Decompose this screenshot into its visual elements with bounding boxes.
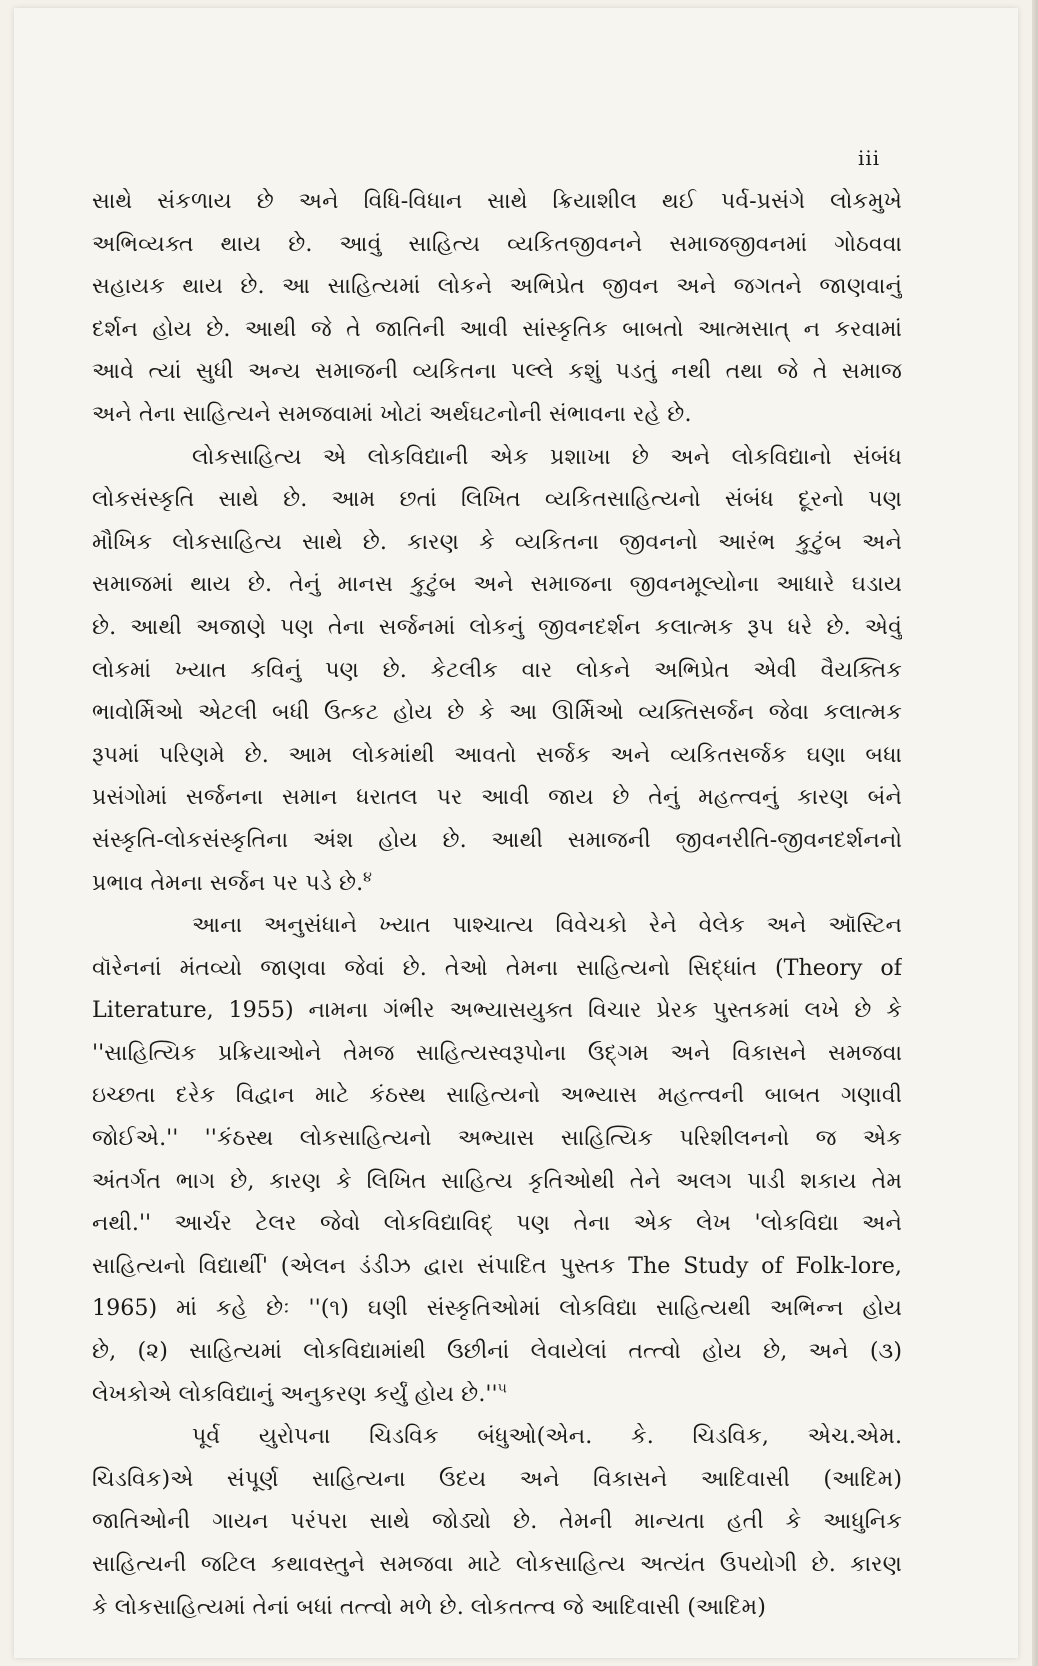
text-line: પ્રભાવ તેમના સર્જન પર પડે છે.$^૪$ bbox=[92, 869, 372, 896]
page-edge bbox=[1032, 0, 1038, 1666]
body-text bbox=[92, 180, 902, 1628]
text-line: 1965) માં કહે છેઃ ''(૧) ઘણી સંસ્કૃતિઓમાં લોકવિદ્યા સાહિત્યથી અભિન્ન હોય bbox=[92, 1295, 902, 1322]
text-line: રૂપમાં પરિણમે છે. આમ લોકમાંથી આવતો સર્જક અને વ્યકિતસર્જક ઘણા બધા bbox=[92, 741, 902, 768]
text-line: ઇચ્છતા દરેક વિદ્વાન માટે કંઠસ્થ સાહિત્યનો અભ્યાસ મહત્ત્વની બાબત ગણાવી bbox=[92, 1082, 902, 1109]
text-line: લોકસંસ્કૃતિ સાથે છે. આમ છતાં લિખિત વ્યકિતસાહિત્યનો સંબંધ દૂરનો પણ bbox=[92, 486, 902, 513]
text-line: પ્રસંગોમાં સર્જનના સમાન ધરાતલ પર આવી જાય છે તેનું મહત્ત્વનું કારણ બંને bbox=[92, 784, 902, 811]
footnote-ref: ૪ bbox=[363, 869, 372, 886]
text-line: નથી.'' આર્ચર ટેલર જેવો લોકવિદ્યાવિદ્ પણ તેના એક લેખ 'લોકવિદ્યા અને bbox=[92, 1210, 902, 1237]
text-line: જોઈએ.'' ''કંઠસ્થ લોકસાહિત્યનો અભ્યાસ સાહિત્યિક પરિશીલનનો જ એક bbox=[92, 1125, 902, 1152]
paragraph bbox=[92, 180, 902, 436]
text-line: જાતિઓની ગાયન પરંપરા સાથે જોડ્યો છે. તેમની માન્યતા હતી કે આધુનિક bbox=[92, 1508, 902, 1535]
text-line: આના અનુસંધાને ખ્યાત પાશ્ચાત્ય વિવેચકો રેને વેલેક અને ઑસ્ટિન bbox=[192, 912, 902, 939]
text-line: ''સાહિત્યિક પ્રક્રિયાઓને તેમજ સાહિત્યસ્વરૂપોના ઉદ્ગમ અને વિકાસને સમજવા bbox=[92, 1039, 902, 1066]
text-line: અંતર્ગત ભાગ છે, કારણ કે લિખિત સાહિત્ય કૃતિઓથી તેને અલગ પાડી શકાય તેમ bbox=[92, 1167, 902, 1194]
text-line: આવે ત્યાં સુધી અન્ય સમાજની વ્યકિતના પલ્લે કશું પડતું નથી તથા જે તે સમાજ bbox=[92, 358, 902, 385]
text-line: અને તેના સાહિત્યને સમજવામાં ખોટાં અર્થઘટનોની સંભાવના રહે છે. bbox=[92, 400, 692, 427]
footnote-ref: ૫ bbox=[497, 1380, 507, 1397]
text-line: અભિવ્યક્ત થાય છે. આવું સાહિત્ય વ્યકિતજીવનને સમાજજીવનમાં ગોઠવવા bbox=[92, 230, 902, 257]
text-line: ચિડવિક)એ સંપૂર્ણ સાહિત્યના ઉદય અને વિકાસને આદિવાસી (આદિમ) bbox=[92, 1465, 902, 1492]
text-line: વૉરેનનાં મંતવ્યો જાણવા જેવાં છે. તેઓ તેમના સાહિત્યનો સિદ્ધાંત (Theory of bbox=[92, 954, 902, 981]
text-line: મૌખિક લોકસાહિત્ય સાથે છે. કારણ કે વ્યકિતના જીવનનો આરંભ કુટુંબ અને bbox=[92, 528, 902, 555]
text-line: લોકમાં ખ્યાત કવિનું પણ છે. કેટલીક વાર લોકને અભિપ્રેત એવી વૈયક્તિક bbox=[92, 656, 902, 683]
text-line: પૂર્વ યુરોપના ચિડવિક બંધુઓ(એન. કે. ચિડવિક, એચ.એમ. bbox=[192, 1423, 902, 1450]
text-line: છે. આથી અજાણે પણ તેના સર્જનમાં લોકનું જીવનદર્શન કલાત્મક રૂપ ધરે છે. એવું bbox=[92, 613, 902, 640]
text-line: સંસ્કૃતિ-લોકસંસ્કૃતિના અંશ હોય છે. આથી સમાજની જીવનરીતિ-જીવનદર્શનનો bbox=[92, 826, 902, 853]
text-line: ભાવોર્મિઓ એટલી બધી ઉત્કટ હોય છે કે આ ઊર્મિઓ વ્યક્તિસર્જન જેવા કલાત્મક bbox=[92, 699, 902, 726]
text-line: છે, (૨) સાહિત્યમાં લોકવિદ્યામાંથી ઉછીનાં લેવાયેલાં તત્ત્વો હોય છે, અને (૩) bbox=[92, 1338, 902, 1365]
text-line: દર્શન હોય છે. આથી જે તે જાતિની આવી સાંસ્કૃતિક બાબતો આત્મસાત્ ન કરવામાં bbox=[92, 315, 902, 342]
paragraph bbox=[92, 1415, 902, 1628]
text-line: Literature, 1955) નામના ગંભીર અભ્યાસયુક્ત વિચાર પ્રેરક પુસ્તકમાં લખે છે કે bbox=[92, 997, 902, 1024]
page-number: iii bbox=[858, 146, 881, 170]
paragraph bbox=[92, 436, 902, 905]
text-line: સહાયક થાય છે. આ સાહિત્યમાં લોકને અભિપ્રેત જીવન અને જગતને જાણવાનું bbox=[92, 273, 902, 300]
text-line: સાથે સંકળાય છે અને વિધિ-વિધાન સાથે ક્રિયાશીલ થઈ પર્વ-પ્રસંગે લોકમુખે bbox=[92, 188, 902, 214]
text-line: લોકસાહિત્ય એ લોકવિદ્યાની એક પ્રશાખા છે અને લોકવિદ્યાનો સંબંધ bbox=[192, 443, 902, 470]
text-line: કે લોકસાહિત્યમાં તેનાં બધાં તત્ત્વો મળે છે. લોકતત્ત્વ જે આદિવાસી (આદિમ) bbox=[92, 1593, 766, 1620]
text-line: સાહિત્યનો વિદ્યાર્થી' (એલન ડંડીઝ દ્વારા સંપાદિત પુસ્તક The Study of Folk-lore, bbox=[92, 1252, 902, 1279]
text-line: સમાજમાં થાય છે. તેનું માનસ કુટુંબ અને સમાજના જીવનમૂલ્યોના આધારે ઘડાય bbox=[92, 571, 902, 598]
text-line: સાહિત્યની જટિલ કથાવસ્તુને સમજવા માટે લોકસાહિત્ય અત્યંત ઉપયોગી છે. કારણ bbox=[92, 1551, 902, 1577]
text-line: લેખકોએ લોકવિદ્યાનું અનુકરણ કર્યું હોય છે.''$^૫$ bbox=[92, 1380, 507, 1407]
paragraph bbox=[92, 904, 902, 1415]
